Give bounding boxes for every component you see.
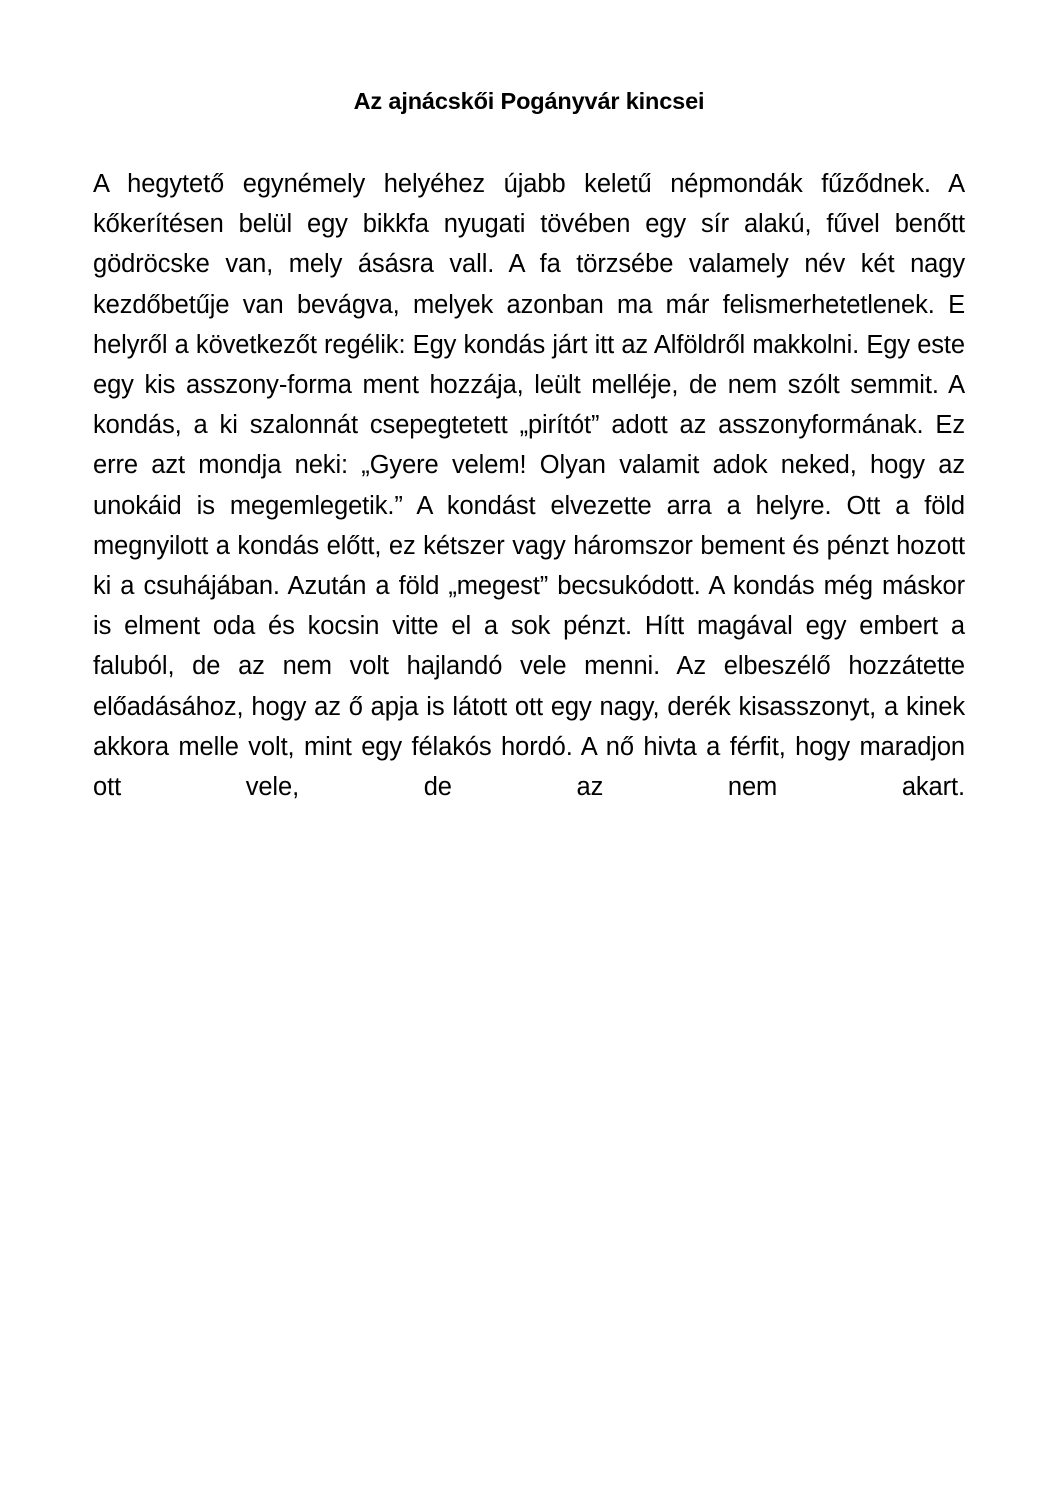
title-body-spacer bbox=[93, 116, 965, 164]
page-title: Az ajnácskői Pogányvár kincsei bbox=[353, 88, 705, 114]
document-content bbox=[93, 86, 965, 847]
body-paragraph: A hegytető egynémely helyéhez újabb keletű népmondák fűződnek. A kőkerítésen belül egy bikkfa nyugati tövében egy sír alakú, fűvel benőtt gödröcske van, mely ásásra vall. A fa törzsébe valamely név két nagy kezdőbetűje van bevágva, melyek azonban ma már felismerhetetlenek. E helyről a következőt regélik: Egy kondás járt itt az Alföldről makkolni. Egy este egy kis asszony-forma ment hozzája, leült melléje, de nem szólt semmit. A kondás, a ki szalonnát csepegtetett „pirítót” adott az asszonyformának. Ez erre azt mondja neki: „Gyere velem! Olyan valamit adok neked, hogy az unokáid is megemlegetik.” A kondást elvezette arra a helyre. Ott a föld megnyilott a kondás előtt, ez kétszer vagy háromszor bement és pénzt hozott ki a csuhájában. Azután a föld „megest” becsukódott. A kondás még máskor is elment oda és kocsin vitte el a sok pénzt. Hítt magával egy embert a faluból, de az nem volt hajlandó vele menni. Az elbeszélő hozzátette előadásához, hogy az ő apja is látott ott egy nagy, derék kisasszonyt, a kinek akkora melle volt, mint egy félakós hordó. A nő hivta a férfit, hogy maradjon ott vele, de az nem akart. bbox=[93, 170, 965, 802]
